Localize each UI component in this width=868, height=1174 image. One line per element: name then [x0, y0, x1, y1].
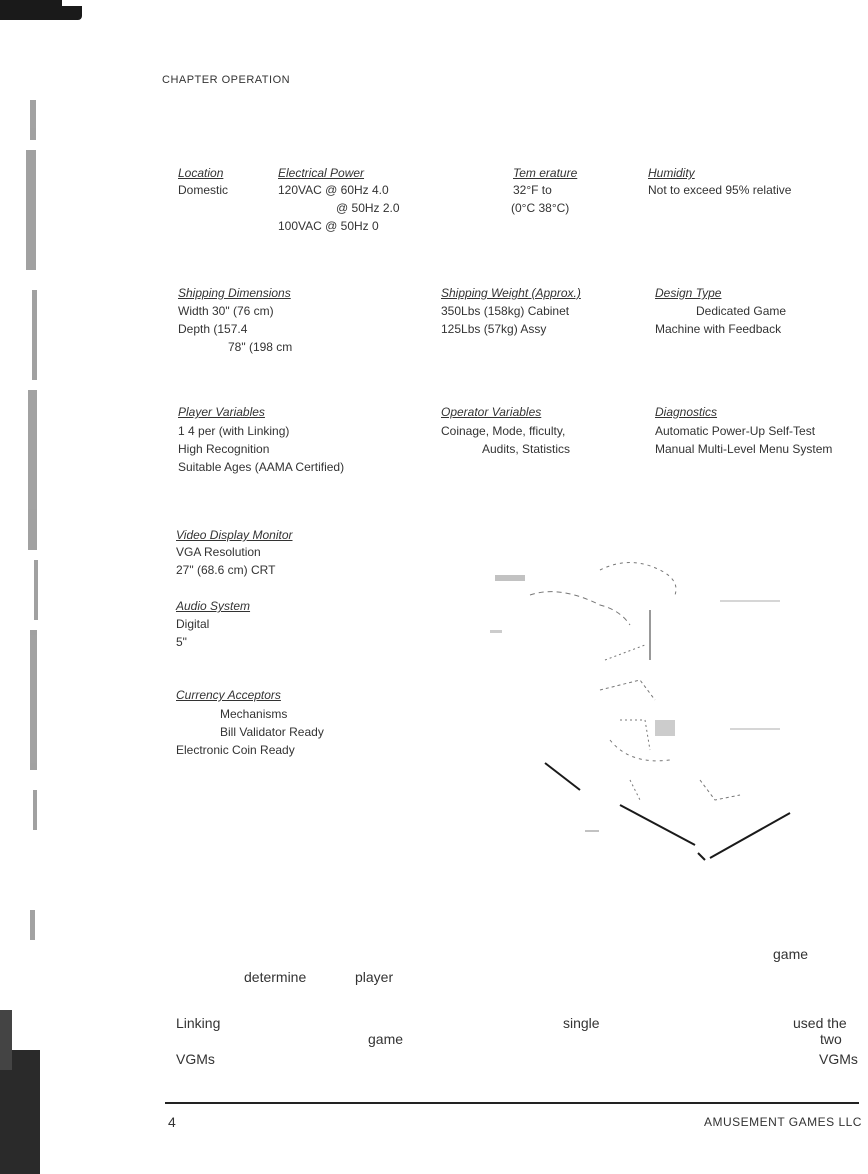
- temperature-heading: Tem erature: [513, 166, 578, 180]
- shipping-dimensions-heading: Shipping Dimensions: [178, 286, 291, 300]
- footer-rule: [165, 1102, 859, 1104]
- electrical-power-line-2: @ 50Hz 2.0: [336, 201, 400, 215]
- scan-edge-noise: [0, 90, 40, 1174]
- diagnostics-line-2: Manual Multi-Level Menu System: [655, 442, 833, 456]
- body-word-single: single: [563, 1015, 600, 1031]
- currency-acceptors-heading: Currency Acceptors: [176, 688, 281, 702]
- video-display-line-2: 27" (68.6 cm) CRT: [176, 563, 276, 577]
- operator-variables-line-2: Audits, Statistics: [482, 442, 571, 456]
- currency-acceptors-line-2: Bill Validator Ready: [220, 725, 324, 739]
- location-heading: Location: [178, 166, 224, 180]
- page-number: 4: [168, 1114, 176, 1130]
- chapter-header: CHAPTER OPERATION: [162, 74, 291, 86]
- body-word-vgms: VGMs: [176, 1051, 215, 1067]
- temperature-line-1: 32°F to: [513, 183, 552, 197]
- player-variables-heading: Player Variables: [178, 405, 265, 419]
- shipping-dimensions-line-3: 78" (198 cm: [228, 340, 293, 354]
- design-type-line-1: Dedicated Game: [696, 304, 787, 318]
- currency-acceptors-line-3: Electronic Coin Ready: [176, 743, 295, 757]
- diagnostics-heading: Diagnostics: [655, 405, 718, 419]
- shipping-dimensions-line-1: Width 30" (76 cm): [178, 304, 274, 318]
- audio-system-heading: Audio System: [176, 599, 251, 613]
- shipping-weight-heading: Shipping Weight (Approx.): [441, 286, 581, 300]
- video-display-heading: Video Display Monitor: [176, 528, 293, 542]
- diagnostics-line-1: Automatic Power-Up Self-Test: [655, 424, 816, 438]
- audio-system-line-1: Digital: [176, 617, 210, 631]
- player-variables-line-3: Suitable Ages (AAMA Certified): [178, 460, 345, 474]
- corner-notch: [62, 0, 84, 6]
- shipping-weight-line-1: 350Lbs (158kg) Cabinet: [441, 304, 570, 318]
- humidity-line-1: Not to exceed 95% relative: [648, 183, 792, 197]
- audio-system-line-2: 5": [176, 635, 187, 649]
- player-variables-line-2: High Recognition: [178, 442, 270, 456]
- design-type-line-2: Machine with Feedback: [655, 322, 782, 336]
- shipping-weight-line-2: 125Lbs (57kg) Assy: [441, 322, 547, 336]
- operator-variables-line-1: Coinage, Mode, fficulty,: [441, 424, 566, 438]
- currency-acceptors-line-1: Mechanisms: [220, 707, 288, 721]
- body-word-game-2: game: [368, 1031, 404, 1047]
- design-type-heading: Design Type: [655, 286, 722, 300]
- electrical-power-line-3: 100VAC @ 50Hz 0: [278, 219, 379, 233]
- body-word-player: player: [355, 969, 394, 985]
- body-word-determine: determine: [244, 969, 307, 985]
- video-display-line-1: VGA Resolution: [176, 545, 261, 559]
- body-word-two: two: [820, 1031, 842, 1047]
- temperature-line-2: (0°C 38°C): [511, 201, 570, 215]
- player-variables-line-1: 1 4 per (with Linking): [178, 424, 290, 438]
- electrical-power-line-1: 120VAC @ 60Hz 4.0: [278, 183, 389, 197]
- electrical-power-heading: Electrical Power: [278, 166, 365, 180]
- shipping-dimensions-line-2: Depth (157.4: [178, 322, 248, 336]
- body-word-game: game: [773, 946, 809, 962]
- footer-company: AMUSEMENT GAMES LLC: [704, 1115, 862, 1129]
- body-word-linking: Linking: [176, 1015, 221, 1031]
- humidity-heading: Humidity: [648, 166, 695, 180]
- location-line-1: Domestic: [178, 183, 229, 197]
- operator-variables-heading: Operator Variables: [441, 405, 542, 419]
- machine-illustration: [470, 550, 810, 870]
- body-word-vgms-2: VGMs: [819, 1051, 858, 1067]
- body-word-used-the: used the: [793, 1015, 847, 1031]
